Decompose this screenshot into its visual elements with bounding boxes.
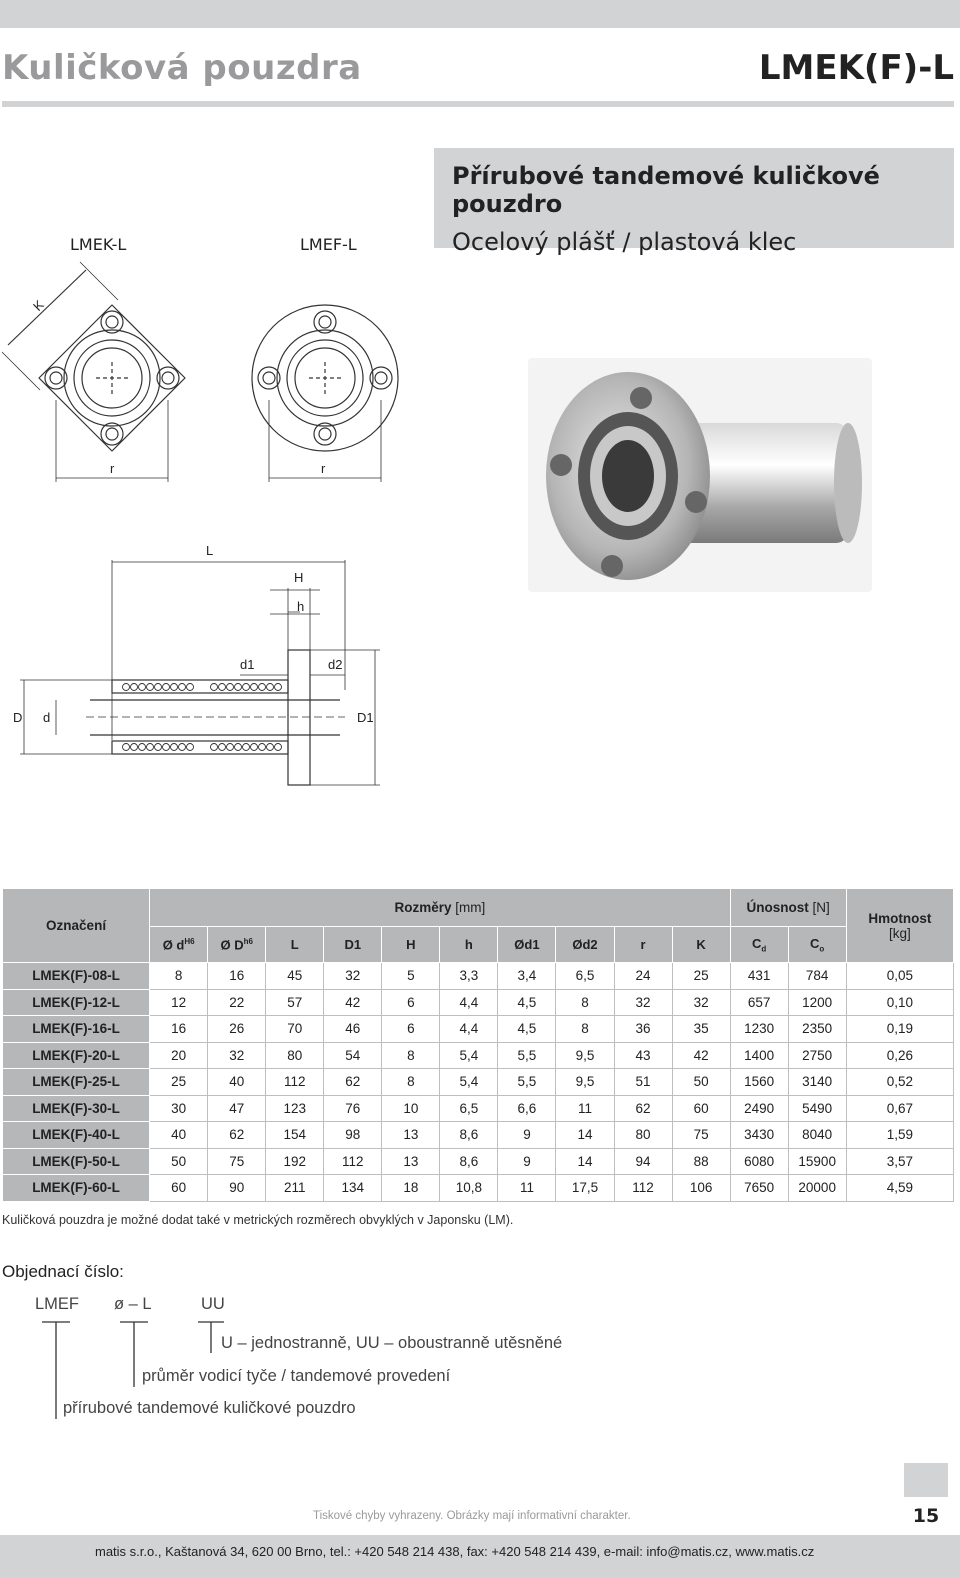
product-code-cell: LMEK(F)-30-L xyxy=(3,1095,150,1122)
table-cell: 16 xyxy=(150,1016,208,1043)
table-cell: 62 xyxy=(614,1095,672,1122)
table-cell: 62 xyxy=(208,1122,266,1149)
table-cell: 40 xyxy=(208,1069,266,1096)
table-cell: 4,5 xyxy=(498,1016,556,1043)
table-cell: 90 xyxy=(208,1175,266,1202)
product-code-cell: LMEK(F)-08-L xyxy=(3,963,150,990)
order-code-part3: UU xyxy=(201,1295,225,1313)
table-cell: 8 xyxy=(382,1069,440,1096)
table-cell: 0,26 xyxy=(846,1042,953,1069)
header-rozmery: Rozměry [mm] xyxy=(150,889,730,927)
table-cell: 70 xyxy=(266,1016,324,1043)
table-cell: 26 xyxy=(208,1016,266,1043)
round-flange-view xyxy=(252,305,398,482)
table-cell: 51 xyxy=(614,1069,672,1096)
table-cell: 13 xyxy=(382,1122,440,1149)
specification-table-body xyxy=(3,963,954,1202)
table-cell: 32 xyxy=(324,963,382,990)
table-cell: 8,6 xyxy=(440,1122,498,1149)
subheader-L: L xyxy=(266,927,324,963)
table-row xyxy=(3,963,954,990)
table-cell: 11 xyxy=(498,1175,556,1202)
table-cell: 5490 xyxy=(788,1095,846,1122)
table-cell: 22 xyxy=(208,989,266,1016)
table-cell: 25 xyxy=(672,963,730,990)
table-row xyxy=(3,1042,954,1069)
table-cell: 154 xyxy=(266,1122,324,1149)
table-cell: 4,5 xyxy=(498,989,556,1016)
label-lmef: LMEF-L xyxy=(300,235,357,254)
table-cell: 5,5 xyxy=(498,1069,556,1096)
table-row xyxy=(3,989,954,1016)
table-cell: 112 xyxy=(266,1069,324,1096)
table-cell: 46 xyxy=(324,1016,382,1043)
table-row xyxy=(3,1069,954,1096)
header-oznaceni: Označení xyxy=(3,889,150,963)
dim-r-label-1: r xyxy=(110,461,115,476)
table-cell: 80 xyxy=(614,1122,672,1149)
subheader-Cd: $C_d$ xyxy=(730,927,788,963)
table-cell: 50 xyxy=(672,1069,730,1096)
table-cell: 36 xyxy=(614,1016,672,1043)
footer-bar xyxy=(0,1535,960,1577)
table-cell: 4,59 xyxy=(846,1175,953,1202)
page-title: Kuličková pouzdra xyxy=(2,48,362,88)
table-cell: 98 xyxy=(324,1122,382,1149)
table-cell: 0,19 xyxy=(846,1016,953,1043)
subheader-d: Ø $d^{H6}$ xyxy=(150,927,208,963)
table-cell: 1400 xyxy=(730,1042,788,1069)
order-desc-diameter: průměr vodicí tyče / tandemové provedení xyxy=(142,1367,451,1385)
order-code-part1: LMEF xyxy=(35,1295,80,1313)
table-cell: 3,4 xyxy=(498,963,556,990)
table-cell: 42 xyxy=(672,1042,730,1069)
table-cell: 0,05 xyxy=(846,963,953,990)
product-code-cell: LMEK(F)-16-L xyxy=(3,1016,150,1043)
table-cell: 0,67 xyxy=(846,1095,953,1122)
product-code-cell: LMEK(F)-12-L xyxy=(3,989,150,1016)
table-row xyxy=(3,1175,954,1202)
table-cell: 50 xyxy=(150,1148,208,1175)
table-cell: 8 xyxy=(556,1016,614,1043)
table-cell: 2490 xyxy=(730,1095,788,1122)
table-cell: 8 xyxy=(382,1042,440,1069)
table-cell: 112 xyxy=(324,1148,382,1175)
table-cell: 10,8 xyxy=(440,1175,498,1202)
table-cell: 6080 xyxy=(730,1148,788,1175)
product-code-cell: LMEK(F)-50-L xyxy=(3,1148,150,1175)
dim-D1-label: D1 xyxy=(357,710,374,725)
table-cell: 60 xyxy=(672,1095,730,1122)
table-cell: 24 xyxy=(614,963,672,990)
order-code-part2: ø – L xyxy=(114,1295,152,1313)
table-cell: 8 xyxy=(150,963,208,990)
table-cell: 54 xyxy=(324,1042,382,1069)
table-cell: 106 xyxy=(672,1175,730,1202)
table-cell: 8,6 xyxy=(440,1148,498,1175)
header-hmotnost: Hmotnost [kg] xyxy=(846,889,953,963)
table-cell: 20 xyxy=(150,1042,208,1069)
table-cell: 88 xyxy=(672,1148,730,1175)
table-cell: 60 xyxy=(150,1175,208,1202)
label-lmek: LMEK-L xyxy=(70,235,127,254)
table-cell: 16 xyxy=(208,963,266,990)
footer-disclaimer: Tiskové chyby vyhrazeny. Obrázky mají informativní charakter. xyxy=(313,1510,631,1522)
product-code-cell: LMEK(F)-20-L xyxy=(3,1042,150,1069)
table-cell: 11 xyxy=(556,1095,614,1122)
dim-d1-label: d1 xyxy=(240,657,255,672)
dim-L-label: L xyxy=(206,543,214,558)
table-cell: 14 xyxy=(556,1122,614,1149)
subheader-h: h xyxy=(440,927,498,963)
table-cell: 2350 xyxy=(788,1016,846,1043)
table-cell: 123 xyxy=(266,1095,324,1122)
subtitle-secondary: Ocelový plášť / plastová klec xyxy=(452,228,797,256)
product-code-cell: LMEK(F)-60-L xyxy=(3,1175,150,1202)
table-cell: 8040 xyxy=(788,1122,846,1149)
table-cell: 47 xyxy=(208,1095,266,1122)
square-flange-view xyxy=(2,262,185,482)
table-cell: 6 xyxy=(382,989,440,1016)
table-cell: 18 xyxy=(382,1175,440,1202)
table-cell: 75 xyxy=(208,1148,266,1175)
product-code-title: LMEK(F)-L xyxy=(758,48,954,88)
table-cell: 75 xyxy=(672,1122,730,1149)
dim-r-label-2: r xyxy=(321,461,326,476)
table-note: Kuličková pouzdra je možné dodat také v metrických rozměrech obvyklých v Japonsku (LM). xyxy=(2,1213,514,1227)
table-cell: 431 xyxy=(730,963,788,990)
table-cell: 4,4 xyxy=(440,989,498,1016)
order-desc-seal: U – jednostranně, UU – oboustranně utěsněné xyxy=(221,1334,563,1352)
product-illustration-icon xyxy=(528,358,872,592)
table-cell: 0,52 xyxy=(846,1069,953,1096)
table-cell: 6,6 xyxy=(498,1095,556,1122)
table-row xyxy=(3,1016,954,1043)
table-cell: 9 xyxy=(498,1122,556,1149)
table-cell: 6,5 xyxy=(440,1095,498,1122)
table-cell: 6 xyxy=(382,1016,440,1043)
table-cell: 1200 xyxy=(788,989,846,1016)
table-row xyxy=(3,1122,954,1149)
table-cell: 7650 xyxy=(730,1175,788,1202)
table-cell: 30 xyxy=(150,1095,208,1122)
subheader-D: Ø $D^{h6}$ xyxy=(208,927,266,963)
table-cell: 94 xyxy=(614,1148,672,1175)
table-cell: 12 xyxy=(150,989,208,1016)
table-cell: 9 xyxy=(498,1148,556,1175)
table-cell: 32 xyxy=(672,989,730,1016)
table-cell: 32 xyxy=(208,1042,266,1069)
table-cell: 5,4 xyxy=(440,1069,498,1096)
table-cell: 76 xyxy=(324,1095,382,1122)
table-cell: 10 xyxy=(382,1095,440,1122)
table-cell: 8 xyxy=(556,989,614,1016)
product-code-cell: LMEK(F)-25-L xyxy=(3,1069,150,1096)
product-code-cell: LMEK(F)-40-L xyxy=(3,1122,150,1149)
dim-k-label: K xyxy=(29,297,47,314)
table-cell: 1560 xyxy=(730,1069,788,1096)
table-cell: 17,5 xyxy=(556,1175,614,1202)
subtitle-main: Přírubové tandemové kuličkové pouzdro xyxy=(452,162,880,218)
table-cell: 42 xyxy=(324,989,382,1016)
subheader-H: H xyxy=(382,927,440,963)
page-number: 15 xyxy=(912,1505,940,1527)
table-cell: 57 xyxy=(266,989,324,1016)
table-cell: 112 xyxy=(614,1175,672,1202)
dim-H-label: H xyxy=(294,570,304,585)
table-cell: 40 xyxy=(150,1122,208,1149)
table-cell: 0,10 xyxy=(846,989,953,1016)
dim-d2-label: d2 xyxy=(328,657,343,672)
specification-table xyxy=(2,888,954,1202)
dim-h-label: h xyxy=(297,599,305,614)
order-number-title: Objednací číslo: xyxy=(2,1262,124,1281)
table-cell: 134 xyxy=(324,1175,382,1202)
table-cell: 3,57 xyxy=(846,1148,953,1175)
table-cell: 3,3 xyxy=(440,963,498,990)
table-cell: 5,4 xyxy=(440,1042,498,1069)
table-cell: 3430 xyxy=(730,1122,788,1149)
side-section-view xyxy=(20,560,380,785)
dim-d-label: d xyxy=(43,710,51,725)
table-cell: 5,5 xyxy=(498,1042,556,1069)
table-cell: 2750 xyxy=(788,1042,846,1069)
table-cell: 43 xyxy=(614,1042,672,1069)
table-cell: 35 xyxy=(672,1016,730,1043)
subheader-r: r xyxy=(614,927,672,963)
table-cell: 1,59 xyxy=(846,1122,953,1149)
subheader-d2: Ød2 xyxy=(556,927,614,963)
table-cell: 13 xyxy=(382,1148,440,1175)
table-cell: 4,4 xyxy=(440,1016,498,1043)
table-cell: 5 xyxy=(382,963,440,990)
table-row xyxy=(3,1095,954,1122)
order-desc-type: přírubové tandemové kuličkové pouzdro xyxy=(63,1399,356,1417)
footer-contact: matis s.r.o., Kaštanová 34, 620 00 Brno, tel.: +420 548 214 438, fax: +420 548 214 439, e-mail: info@matis.cz, www.matis.cz xyxy=(95,1544,815,1559)
dim-D-label: D xyxy=(13,710,23,725)
subheader-K: K xyxy=(672,927,730,963)
product-photo xyxy=(528,358,872,592)
table-cell: 1230 xyxy=(730,1016,788,1043)
table-cell: 25 xyxy=(150,1069,208,1096)
table-cell: 657 xyxy=(730,989,788,1016)
table-cell: 80 xyxy=(266,1042,324,1069)
table-cell: 15900 xyxy=(788,1148,846,1175)
header-unosnost: Únosnost [N] xyxy=(730,889,846,927)
table-cell: 45 xyxy=(266,963,324,990)
table-cell: 6,5 xyxy=(556,963,614,990)
table-cell: 20000 xyxy=(788,1175,846,1202)
table-cell: 9,5 xyxy=(556,1042,614,1069)
table-cell: 211 xyxy=(266,1175,324,1202)
table-cell: 192 xyxy=(266,1148,324,1175)
table-cell: 3140 xyxy=(788,1069,846,1096)
table-cell: 784 xyxy=(788,963,846,990)
table-cell: 32 xyxy=(614,989,672,1016)
table-cell: 14 xyxy=(556,1148,614,1175)
subheader-Co: $C_o$ xyxy=(788,927,846,963)
subheader-D1: D1 xyxy=(324,927,382,963)
table-cell: 9,5 xyxy=(556,1069,614,1096)
table-cell: 62 xyxy=(324,1069,382,1096)
table-row xyxy=(3,1148,954,1175)
subheader-d1: Ød1 xyxy=(498,927,556,963)
